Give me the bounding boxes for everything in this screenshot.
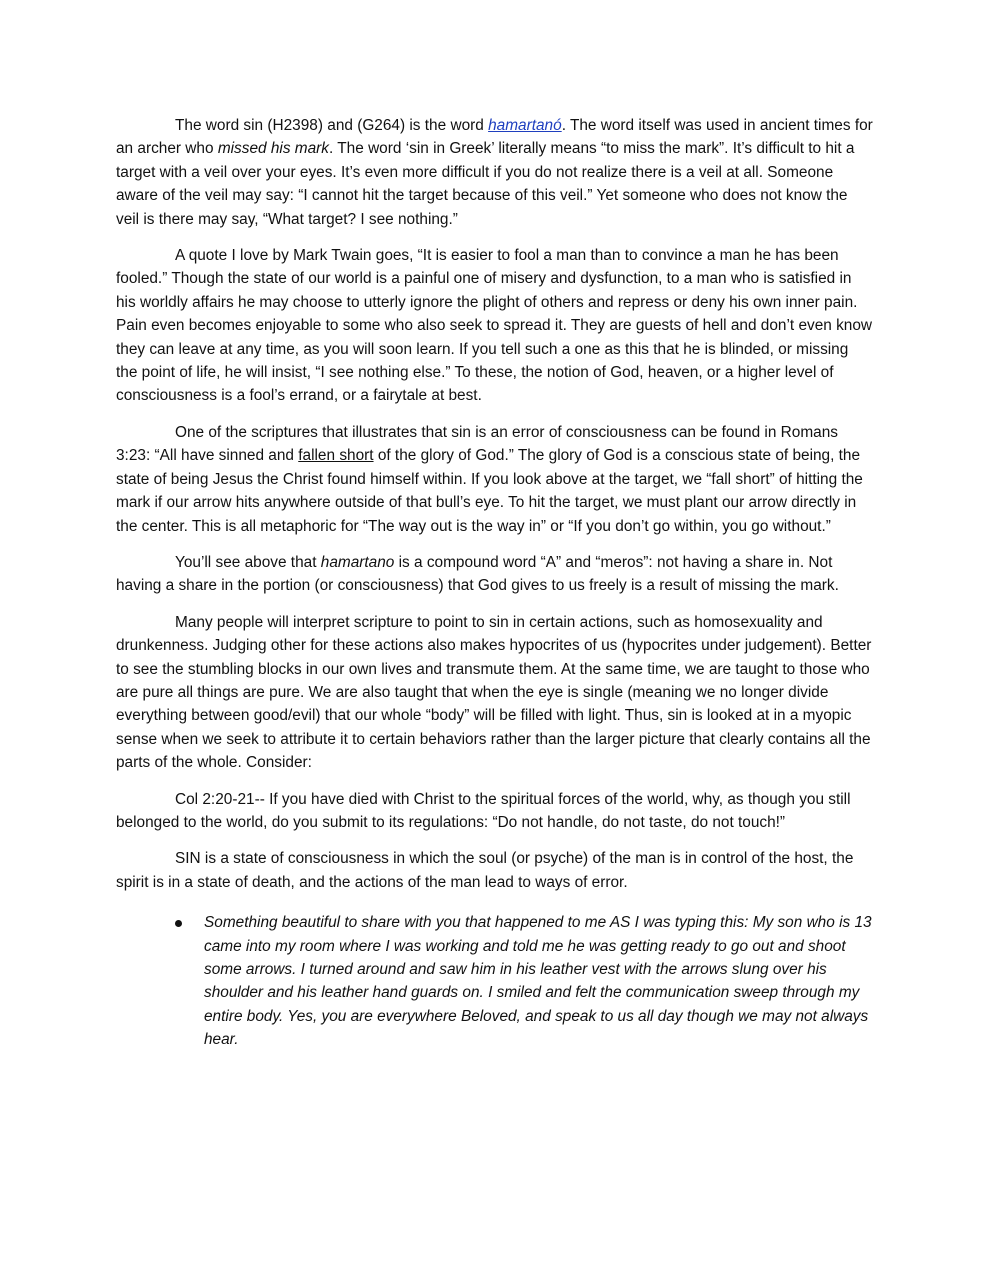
- paragraph-colossians: [116, 788, 873, 835]
- paragraph-text: . The word itself was used in ancient times for an archer who: [116, 117, 873, 158]
- paragraph-hamartano: [116, 114, 873, 231]
- bullet-text: Something beautiful to share with you that happened to me AS I was typing this: My son who is 13 came into my room where I was working and told me he was getting ready to go out and shoot some arrows. I turned around and saw him in his leather vest with the arrows slung over his shoulder and his leather hand guards on. I smiled and felt the communication sweep through my entire body. Yes, you are everywhere Beloved, and speak to us all day though we may not always hear.: [204, 914, 872, 1049]
- emphasis-text: missed his mark: [217, 140, 329, 158]
- paragraph-mark-twain: [116, 244, 873, 408]
- paragraph-text: One of the scriptures that illustrates that sin is an error of consciousness can be found in Romans 3:23: “All have sinned and: [116, 423, 838, 465]
- paragraph-sin-definition: [116, 847, 873, 894]
- paragraph-text: The word sin (H2398) and (G264) is the word: [175, 117, 489, 134]
- paragraph-romans: [116, 421, 873, 538]
- document-page: [116, 114, 873, 1052]
- paragraph-text: of the glory of God.” The glory of God is a conscious state of being, the state of being Jesus the Christ found himself within. If you look above at the target, we “fall short” of hitting the mark if our arrow hits anywhere outside of that bull’s eye. To hit the target, we must plant our arrow directly in the center. This is all metaphoric for “The way out is the way in” or “If you don’t go within, you go without.”: [116, 447, 863, 535]
- emphasis-text: hamartano: [320, 553, 395, 571]
- paragraph-text: You’ll see above that: [175, 553, 321, 571]
- bullet-icon: [175, 920, 182, 927]
- paragraph-text: Many people will interpret scripture to point to sin in certain actions, such as homosexuality and drunkenness. Judging other for these actions also makes hypocrites of us (hypocrites under judgement). Better to see the stumbling blocks in our own lives and transmute them. At the same time, we are taught to those who are pure all things are pure. We are also taught that when the eye is single (meaning we no longer divide everything between good/evil) that our whole “body” will be filled with light. Thus, sin is looked at in a myopic sense when we seek to attribute it to certain behaviors rather than the larger picture that clearly contains all the parts of the whole. Consider:: [116, 613, 872, 772]
- paragraph-text: Col 2:20-21-- If you have died with Christ to the spiritual forces of the world, why, as though you still belonged to the world, do you submit to its regulations: “Do not handle, do not taste, do not touch!”: [116, 790, 851, 831]
- hamartano-link[interactable]: hamartanó: [488, 117, 562, 134]
- underlined-text: fallen short: [298, 447, 374, 465]
- paragraph-text: . The word ‘sin in Greek’ literally means “to miss the mark”. It’s difficult to hit a target with a veil over your eyes. It’s even more difficult if you do not realize there is a veil at all. Someone aware of the veil may say: “I cannot hit the target because of this veil.” Yet someone who does not know the veil is there may say, “What target? I see nothing.”: [116, 140, 855, 228]
- paragraph-interpretation: [116, 611, 873, 775]
- bullet-item: [204, 911, 873, 1051]
- paragraph-text: A quote I love by Mark Twain goes, “It is easier to fool a man than to convince a man he has been fooled.” Though the state of our world is a painful one of misery and dysfunction, to a man who is satisfied in his worldly affairs he may choose to utterly ignore the plight of others and repress or deny his own inner pain. Pain even becomes enjoyable to some who also seek to spread it. They are guests of hell and don’t even know they can leave at any time, as you will soon learn. If you tell such a one as this that he is blinded, or missing the point of life, he will insist, “I see nothing else.” To these, the notion of God, heaven, or a higher level of consciousness is a fool’s errand, or a fairytale at best.: [116, 247, 873, 405]
- bullet-list: [116, 911, 873, 1051]
- paragraph-compound-word: [116, 551, 873, 598]
- paragraph-text: is a compound word “A” and “meros”: not having a share in. Not having a share in the portion (or consciousness) that God gives to us freely is a result of missing the mark.: [116, 553, 839, 595]
- paragraph-text: SIN is a state of consciousness in which the soul (or psyche) of the man is in control of the host, the spirit is in a state of death, and the actions of the man lead to ways of error.: [116, 850, 854, 891]
